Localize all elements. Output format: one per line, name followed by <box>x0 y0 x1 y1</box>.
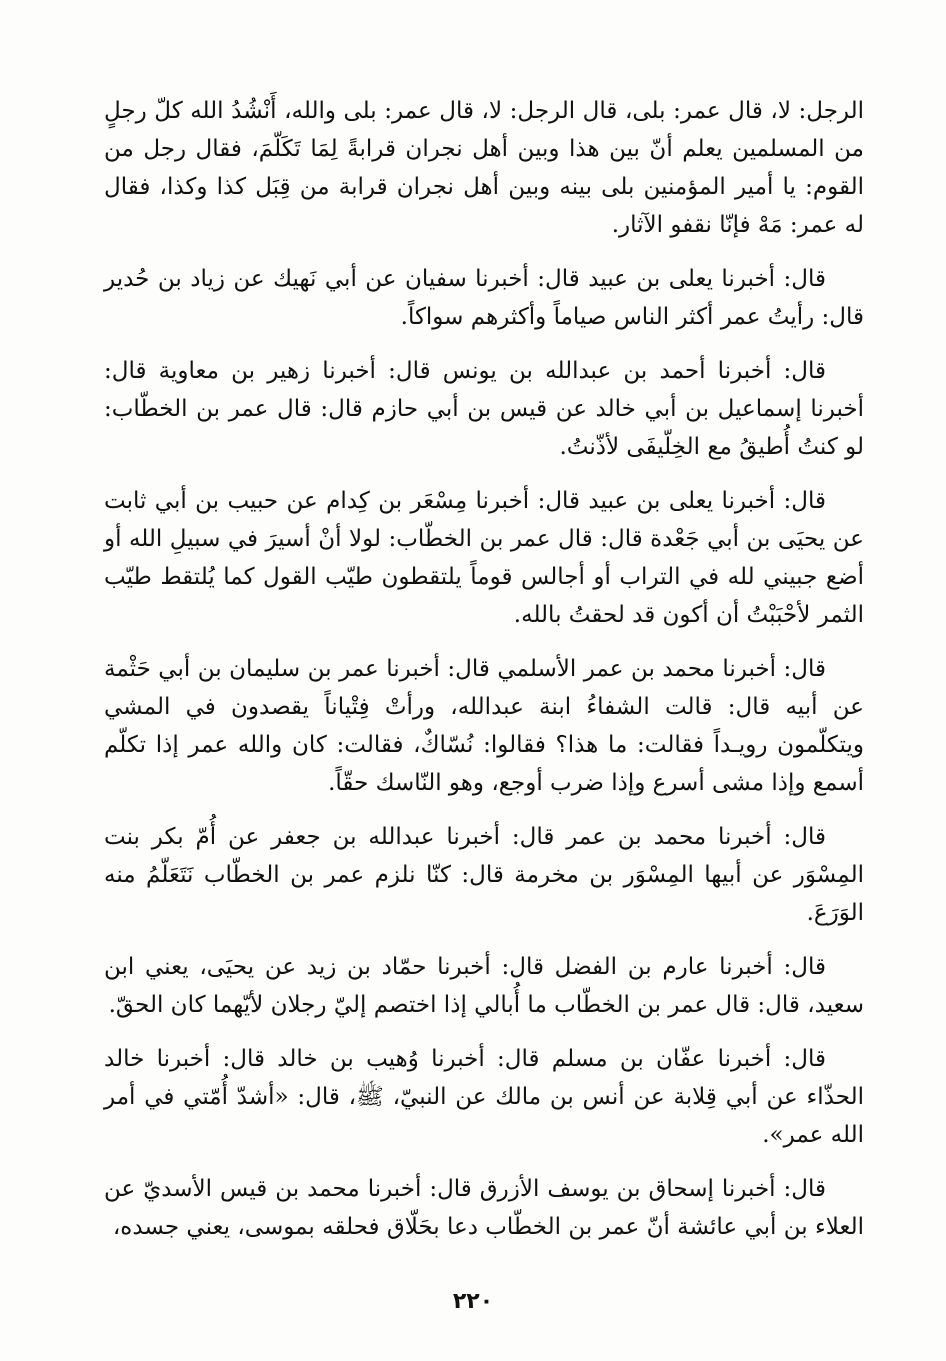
paragraph-9: قال: أخبرنا إسحاق بن يوسف الأزرق قال: أخبرنا محمد بن قيس الأسديّ عن العلاء بن أبي عائشة أنّ عمر بن الخطّاب دعا بحَلّاق فحلقه بموسى، يعني جسده، <box>104 1176 864 1240</box>
paragraph-5: قال: أخبرنا محمد بن عمر الأسلمي قال: أخبرنا عمر بن سليمان بن أبي حَثْمة عن أبيه قال: قالت الشفاءُ ابنة عبدالله، ورأتْ فِتْياناً يقصدون في المشي ويتكلّمون رويـداً فقالت: ما هذا؟ فقالوا: نُسّاكٌ، فقالت: كان والله عمر إذا تكلّم أسمع وإذا مشى أسرع وإذا ضرب أوجع، وهو النّاسك حقّاً. <box>104 656 864 796</box>
text-body <box>104 92 864 1262</box>
paragraph-8: قال: أخبرنا عفّان بن مسلم قال: أخبرنا وُهيب بن خالد قال: أخبرنا خالد الحذّاء عن أبي قِلابة عن أنس بن مالك عن النبيّ، ﷺ، قال: «أشدّ أُمّتي في أمر الله عمر». <box>104 1046 864 1148</box>
paragraph-7: قال: أخبرنا عارم بن الفضل قال: أخبرنا حمّاد بن زيد عن يحيَى، يعني ابن سعيد، قال: قال عمر بن الخطّاب ما أُبالي إذا اختصم إليّ رجلان لأيّهما كان الحقّ. <box>104 954 864 1018</box>
page-number: ٢٢٠ <box>452 1289 494 1314</box>
paragraph-1: الرجل: لا، قال عمر: بلى، قال الرجل: لا، قال عمر: بلى والله، أَنْشُدُ الله كلّ رجلٍ من المسلمين يعلم أنّ بين هذا وبين أهل نجران قرابةً لِمَا تَكَلّمَ، فقال رجل من القوم: يا أمير المؤمنين بلى بينه وبين أهل نجران قرابة من قِبَل كذا وكذا، فقال له عمر: مَهْ فإنّا نقفو الآثار. <box>104 98 864 238</box>
paragraph-2: قال: أخبرنا يعلى بن عبيد قال: أخبرنا سفيان عن أبي نَهيك عن زياد بن حُدير قال: رأيتُ عمر أكثر الناس صياماً وأكثرهم سواكاً. <box>104 266 864 330</box>
paragraph-6: قال: أخبرنا محمد بن عمر قال: أخبرنا عبدالله بن جعفر عن أُمّ بكر بنت المِسْوَر عن أبيها المِسْوَر بن مخرمة قال: كنّا نلزم عمر بن الخطّاب نَتَعَلّمُ منه الوَرَعَ. <box>104 824 864 926</box>
paragraph-3: قال: أخبرنا أحمد بن عبدالله بن يونس قال: أخبرنا زهير بن معاوية قال: أخبرنا إسماعيل بن أبي خالد عن قيس بن أبي حازم قال: قال عمر بن الخطّاب: لو كنتُ أُطيقُ مع الخِلّيفَى لأذّنتُ. <box>104 358 864 460</box>
paragraph-4: قال: أخبرنا يعلى بن عبيد قال: أخبرنا مِسْعَر بن كِدام عن حبيب بن أبي ثابت عن يحيَى بن أبي جَعْدة قال: قال عمر بن الخطّاب: لولا أنْ أسيرَ في سبيلِ الله أو أضع جبيني لله في التراب أو أجالس قوماً يلتقطون طيّب القول كما يُلتقط طيّب الثمر لأحْبَبْتُ أن أكون قد لحقتُ بالله. <box>104 488 864 628</box>
